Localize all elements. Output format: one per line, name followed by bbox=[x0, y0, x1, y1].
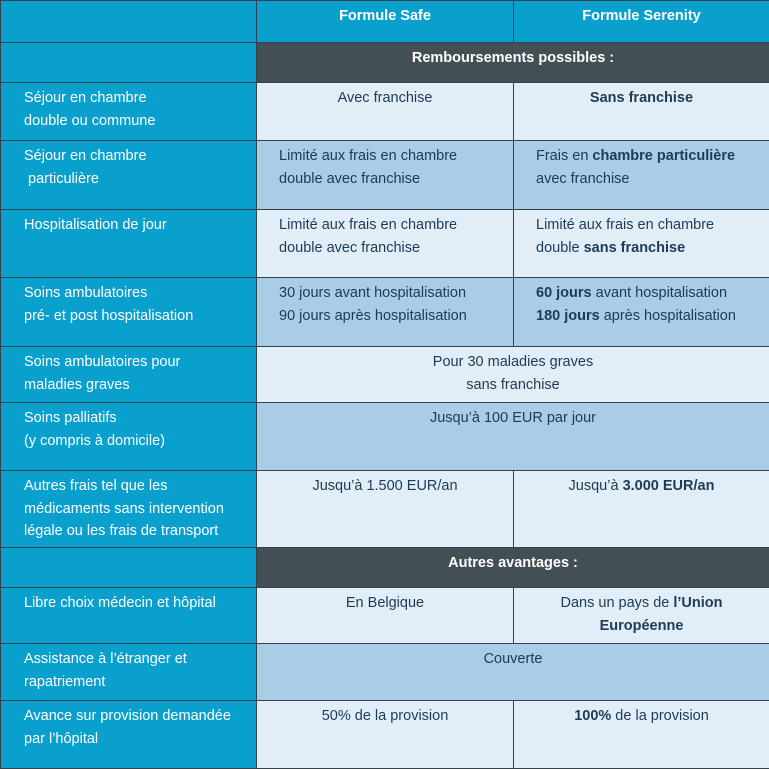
row-label: Soins palliatifs (y compris à domicile) bbox=[1, 403, 257, 471]
row-label: Séjour en chambre double ou commune bbox=[1, 83, 257, 141]
section-title-reimbursements: Remboursements possibles : bbox=[257, 43, 769, 83]
table-row bbox=[1, 278, 769, 347]
header-formule-serenity: Formule Serenity bbox=[514, 1, 769, 43]
row-label: Soins ambulatoires pré- et post hospitalisation bbox=[1, 278, 257, 347]
header-blank-cell bbox=[1, 1, 257, 43]
section-left-cell bbox=[1, 548, 257, 588]
section-left-cell bbox=[1, 43, 257, 83]
cell-safe: Avec franchise bbox=[257, 83, 514, 141]
cell-serenity: Frais en chambre particulière avec franchise bbox=[514, 141, 769, 210]
row-label: Libre choix médecin et hôpital bbox=[1, 588, 257, 644]
table-row bbox=[1, 210, 769, 278]
cell-serenity: Sans franchise bbox=[514, 83, 769, 141]
row-label: Hospitalisation de jour bbox=[1, 210, 257, 278]
table-row bbox=[1, 141, 769, 210]
cell-serenity: Limité aux frais en chambre double sans franchise bbox=[514, 210, 769, 278]
cell-safe: 30 jours avant hospitalisation 90 jours après hospitalisation bbox=[257, 278, 514, 347]
header-formule-safe: Formule Safe bbox=[257, 1, 514, 43]
table-row bbox=[1, 83, 769, 141]
cell-serenity: 60 jours avant hospitalisation 180 jours après hospitalisation bbox=[514, 278, 769, 347]
section-row-other bbox=[1, 548, 769, 588]
row-label: Autres frais tel que les médicaments sans intervention légale ou les frais de transport bbox=[1, 471, 257, 548]
section-row-reimbursements bbox=[1, 43, 769, 83]
cell-both: Pour 30 maladies graves sans franchise bbox=[257, 347, 769, 403]
table-row bbox=[1, 588, 769, 644]
cell-safe: Jusqu’à 1.500 EUR/an bbox=[257, 471, 514, 548]
table-row bbox=[1, 644, 769, 701]
row-label: Soins ambulatoires pour maladies graves bbox=[1, 347, 257, 403]
cell-serenity: 100% de la provision bbox=[514, 701, 769, 769]
cell-both: Couverte bbox=[257, 644, 769, 701]
cell-both: Jusqu’à 100 EUR par jour bbox=[257, 403, 769, 471]
table-row bbox=[1, 403, 769, 471]
cell-serenity: Jusqu’à 3.000 EUR/an bbox=[514, 471, 769, 548]
table-row bbox=[1, 701, 769, 769]
row-label: Séjour en chambre particulière bbox=[1, 141, 257, 210]
cell-safe: En Belgique bbox=[257, 588, 514, 644]
cell-safe: 50% de la provision bbox=[257, 701, 514, 769]
section-title-other: Autres avantages : bbox=[257, 548, 769, 588]
cell-safe: Limité aux frais en chambre double avec franchise bbox=[257, 141, 514, 210]
cell-safe: Limité aux frais en chambre double avec franchise bbox=[257, 210, 514, 278]
table-row bbox=[1, 347, 769, 403]
row-label: Avance sur provision demandée par l’hôpital bbox=[1, 701, 257, 769]
header-row bbox=[1, 1, 769, 43]
cell-serenity: Dans un pays de l’Union Européenne bbox=[514, 588, 769, 644]
table-row bbox=[1, 471, 769, 548]
row-label: Assistance à l’étranger et rapatriement bbox=[1, 644, 257, 701]
